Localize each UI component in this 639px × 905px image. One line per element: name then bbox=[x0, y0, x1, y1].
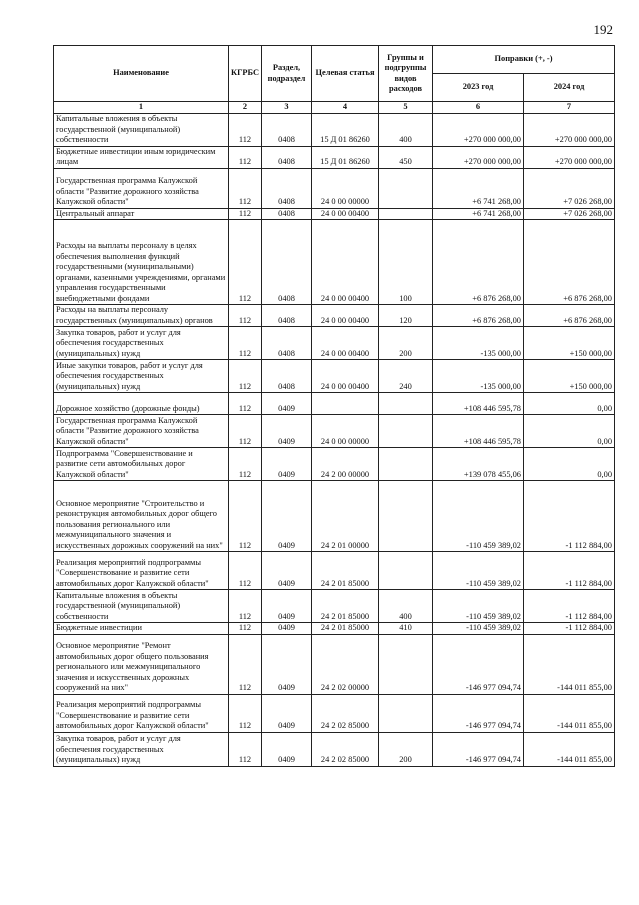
row-name: Реализация мероприятий подпрограммы "Совершенствование и развитие сети автомобильных дорог Калужской области" bbox=[54, 694, 229, 732]
row-amount-2024: +6 876 268,00 bbox=[524, 220, 615, 305]
row-target: 24 2 02 85000 bbox=[312, 694, 379, 732]
row-amount-2023: +139 078 455,06 bbox=[433, 448, 524, 481]
row-group: 410 bbox=[379, 623, 433, 635]
row-group bbox=[379, 634, 433, 694]
table-row bbox=[54, 732, 615, 766]
table-body bbox=[54, 113, 615, 766]
row-section: 0408 bbox=[262, 208, 312, 220]
row-section: 0409 bbox=[262, 694, 312, 732]
row-target: 24 2 01 00000 bbox=[312, 481, 379, 552]
table-row bbox=[54, 305, 615, 327]
column-number: 2 bbox=[229, 102, 262, 114]
row-amount-2023: -110 459 389,02 bbox=[433, 481, 524, 552]
row-kgrbs: 112 bbox=[229, 732, 262, 766]
row-name: Дорожное хозяйство (дорожные фонды) bbox=[54, 393, 229, 415]
row-section: 0408 bbox=[262, 220, 312, 305]
row-amount-2023: +6 876 268,00 bbox=[433, 220, 524, 305]
column-number: 5 bbox=[379, 102, 433, 114]
row-amount-2024: -1 112 884,00 bbox=[524, 623, 615, 635]
row-kgrbs: 112 bbox=[229, 220, 262, 305]
row-section: 0409 bbox=[262, 393, 312, 415]
row-name: Бюджетные инвестиции иным юридическим лицам bbox=[54, 146, 229, 168]
row-amount-2023: +108 446 595,78 bbox=[433, 415, 524, 448]
table-row bbox=[54, 634, 615, 694]
column-number: 1 bbox=[54, 102, 229, 114]
row-group bbox=[379, 448, 433, 481]
row-group bbox=[379, 393, 433, 415]
row-section: 0408 bbox=[262, 146, 312, 168]
row-amount-2023: -146 977 094,74 bbox=[433, 694, 524, 732]
table-row bbox=[54, 623, 615, 635]
row-kgrbs: 112 bbox=[229, 634, 262, 694]
row-name: Расходы на выплаты персоналу государственных (муниципальных) органов bbox=[54, 305, 229, 327]
row-name: Основное мероприятие "Строительство и реконструкция автомобильных дорог общего пользования регионального или межмуниципального значения и искусственных дорожных сооружений на них" bbox=[54, 481, 229, 552]
table-row bbox=[54, 113, 615, 146]
table-row bbox=[54, 327, 615, 360]
page-number: 192 bbox=[593, 22, 613, 37]
row-group: 240 bbox=[379, 360, 433, 393]
row-kgrbs: 112 bbox=[229, 415, 262, 448]
table-row bbox=[54, 481, 615, 552]
row-amount-2023: +270 000 000,00 bbox=[433, 146, 524, 168]
row-amount-2024: -1 112 884,00 bbox=[524, 590, 615, 623]
header-section: Раздел, подраздел bbox=[262, 46, 312, 102]
row-section: 0409 bbox=[262, 732, 312, 766]
row-section: 0409 bbox=[262, 552, 312, 590]
row-name: Капитальные вложения в объекты государственной (муниципальной) собственности bbox=[54, 113, 229, 146]
row-target: 24 0 00 00400 bbox=[312, 327, 379, 360]
row-group: 400 bbox=[379, 590, 433, 623]
row-group: 200 bbox=[379, 732, 433, 766]
row-amount-2024: +7 026 268,00 bbox=[524, 208, 615, 220]
row-name: Реализация мероприятий подпрограммы "Совершенствование и развитие сети автомобильных дорог Калужской области" bbox=[54, 552, 229, 590]
column-number: 4 bbox=[312, 102, 379, 114]
row-target: 24 0 00 00400 bbox=[312, 305, 379, 327]
table-row bbox=[54, 448, 615, 481]
row-amount-2024: 0,00 bbox=[524, 415, 615, 448]
row-kgrbs: 112 bbox=[229, 694, 262, 732]
row-target: 24 2 01 85000 bbox=[312, 623, 379, 635]
row-amount-2023: -146 977 094,74 bbox=[433, 732, 524, 766]
table-row bbox=[54, 146, 615, 168]
row-name: Закупка товаров, работ и услуг для обеспечения государственных (муниципальных) нужд bbox=[54, 327, 229, 360]
column-number: 7 bbox=[524, 102, 615, 114]
row-group bbox=[379, 481, 433, 552]
table-row bbox=[54, 552, 615, 590]
row-amount-2024: -1 112 884,00 bbox=[524, 552, 615, 590]
row-section: 0408 bbox=[262, 113, 312, 146]
row-kgrbs: 112 bbox=[229, 448, 262, 481]
row-section: 0409 bbox=[262, 623, 312, 635]
row-target: 24 0 00 00000 bbox=[312, 415, 379, 448]
row-amount-2023: +270 000 000,00 bbox=[433, 113, 524, 146]
row-name: Капитальные вложения в объекты государственной (муниципальной) собственности bbox=[54, 590, 229, 623]
row-kgrbs: 112 bbox=[229, 552, 262, 590]
row-section: 0409 bbox=[262, 634, 312, 694]
row-kgrbs: 112 bbox=[229, 393, 262, 415]
row-amount-2023: -135 000,00 bbox=[433, 360, 524, 393]
row-target: 24 0 00 00400 bbox=[312, 208, 379, 220]
row-group bbox=[379, 415, 433, 448]
row-group bbox=[379, 694, 433, 732]
row-section: 0409 bbox=[262, 481, 312, 552]
row-amount-2024: +150 000,00 bbox=[524, 327, 615, 360]
row-target: 24 2 01 85000 bbox=[312, 552, 379, 590]
table-row bbox=[54, 415, 615, 448]
row-target: 24 0 00 00400 bbox=[312, 220, 379, 305]
row-section: 0408 bbox=[262, 360, 312, 393]
row-section: 0408 bbox=[262, 168, 312, 208]
row-name: Центральный аппарат bbox=[54, 208, 229, 220]
row-amount-2023: -135 000,00 bbox=[433, 327, 524, 360]
row-name: Подпрограмма "Совершенствование и развитие сети автомобильных дорог Калужской области" bbox=[54, 448, 229, 481]
row-kgrbs: 112 bbox=[229, 481, 262, 552]
row-amount-2024: +7 026 268,00 bbox=[524, 168, 615, 208]
row-kgrbs: 112 bbox=[229, 590, 262, 623]
row-name: Государственная программа Калужской области "Развитие дорожного хозяйства Калужской области" bbox=[54, 415, 229, 448]
row-amount-2024: 0,00 bbox=[524, 393, 615, 415]
row-amount-2024: +150 000,00 bbox=[524, 360, 615, 393]
row-amount-2024: -144 011 855,00 bbox=[524, 732, 615, 766]
row-target: 15 Д 01 86260 bbox=[312, 146, 379, 168]
table-row bbox=[54, 694, 615, 732]
row-target: 24 2 02 85000 bbox=[312, 732, 379, 766]
row-amount-2023: +108 446 595,78 bbox=[433, 393, 524, 415]
row-name: Государственная программа Калужской области "Развитие дорожного хозяйства Калужской области" bbox=[54, 168, 229, 208]
row-amount-2024: -1 112 884,00 bbox=[524, 481, 615, 552]
header-kgrbs: КГРБС bbox=[229, 46, 262, 102]
row-amount-2023: -110 459 389,02 bbox=[433, 552, 524, 590]
table-row bbox=[54, 220, 615, 305]
row-group: 450 bbox=[379, 146, 433, 168]
row-kgrbs: 112 bbox=[229, 327, 262, 360]
row-group bbox=[379, 552, 433, 590]
header-target: Целевая статья bbox=[312, 46, 379, 102]
row-amount-2023: +6 876 268,00 bbox=[433, 305, 524, 327]
column-number-row bbox=[54, 102, 615, 114]
row-group: 400 bbox=[379, 113, 433, 146]
row-section: 0408 bbox=[262, 305, 312, 327]
row-amount-2024: +270 000 000,00 bbox=[524, 113, 615, 146]
row-amount-2023: -110 459 389,02 bbox=[433, 623, 524, 635]
row-kgrbs: 112 bbox=[229, 208, 262, 220]
row-amount-2024: -144 011 855,00 bbox=[524, 634, 615, 694]
header-groups: Группы и подгруппы видов расходов bbox=[379, 46, 433, 102]
row-group: 120 bbox=[379, 305, 433, 327]
row-kgrbs: 112 bbox=[229, 168, 262, 208]
row-name: Бюджетные инвестиции bbox=[54, 623, 229, 635]
row-amount-2023: +6 741 268,00 bbox=[433, 168, 524, 208]
column-number: 6 bbox=[433, 102, 524, 114]
row-amount-2023: -146 977 094,74 bbox=[433, 634, 524, 694]
row-name: Иные закупки товаров, работ и услуг для обеспечения государственных (муниципальных) нужд bbox=[54, 360, 229, 393]
table-row bbox=[54, 393, 615, 415]
row-target: 24 0 00 00000 bbox=[312, 168, 379, 208]
row-amount-2024: 0,00 bbox=[524, 448, 615, 481]
row-amount-2024: -144 011 855,00 bbox=[524, 694, 615, 732]
row-name: Основное мероприятие "Ремонт автомобильных дорог общего пользования регионального или межмуниципального значения и искусственных дорожных сооружений на них" bbox=[54, 634, 229, 694]
table-row bbox=[54, 590, 615, 623]
column-number: 3 bbox=[262, 102, 312, 114]
row-target: 24 2 02 00000 bbox=[312, 634, 379, 694]
header-year-2023: 2023 год bbox=[433, 74, 524, 102]
row-amount-2023: -110 459 389,02 bbox=[433, 590, 524, 623]
row-group: 100 bbox=[379, 220, 433, 305]
table-row bbox=[54, 208, 615, 220]
row-kgrbs: 112 bbox=[229, 146, 262, 168]
row-kgrbs: 112 bbox=[229, 305, 262, 327]
row-kgrbs: 112 bbox=[229, 113, 262, 146]
row-target: 24 0 00 00400 bbox=[312, 360, 379, 393]
row-group bbox=[379, 208, 433, 220]
row-amount-2024: +6 876 268,00 bbox=[524, 305, 615, 327]
row-group: 200 bbox=[379, 327, 433, 360]
header-amendments: Поправки (+, -) bbox=[433, 46, 615, 74]
row-target: 15 Д 01 86260 bbox=[312, 113, 379, 146]
row-name: Расходы на выплаты персоналу в целях обеспечения выполнения функций государственными (муниципальными) органами, казенными учреждениями, органами управления государственными внебюджетными фондами bbox=[54, 220, 229, 305]
row-section: 0409 bbox=[262, 590, 312, 623]
row-name: Закупка товаров, работ и услуг для обеспечения государственных (муниципальных) нужд bbox=[54, 732, 229, 766]
row-target: 24 2 00 00000 bbox=[312, 448, 379, 481]
row-target: 24 2 01 85000 bbox=[312, 590, 379, 623]
row-amount-2023: +6 741 268,00 bbox=[433, 208, 524, 220]
row-target bbox=[312, 393, 379, 415]
table-row bbox=[54, 360, 615, 393]
row-group bbox=[379, 168, 433, 208]
row-section: 0409 bbox=[262, 415, 312, 448]
row-section: 0408 bbox=[262, 327, 312, 360]
row-amount-2024: +270 000 000,00 bbox=[524, 146, 615, 168]
budget-amendments-table bbox=[53, 45, 615, 767]
row-section: 0409 bbox=[262, 448, 312, 481]
row-kgrbs: 112 bbox=[229, 623, 262, 635]
header-name: Наименование bbox=[54, 46, 229, 102]
table-row bbox=[54, 168, 615, 208]
row-kgrbs: 112 bbox=[229, 360, 262, 393]
header-year-2024: 2024 год bbox=[524, 74, 615, 102]
